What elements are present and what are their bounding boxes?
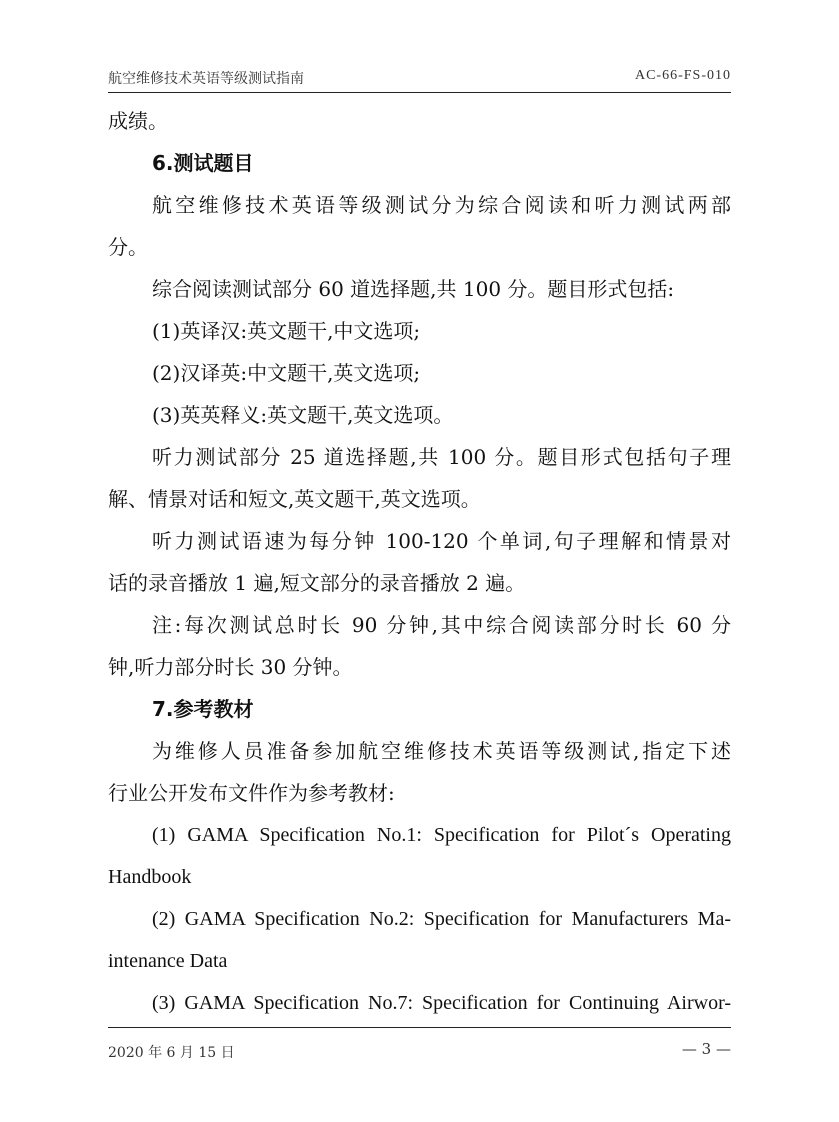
body-line: 钟,听力部分时长 30 分钟。 [108, 655, 353, 679]
body-line: 航空维修技术英语等级测试分为综合阅读和听力测试两部 [152, 193, 731, 217]
body-line: 听力测试语速为每分钟 100-120 个单词,句子理解和情景对 [152, 529, 731, 553]
list-item: (1)英译汉:英文题干,中文选项; [152, 319, 421, 343]
reference-item-continuation: intenance Data [108, 950, 228, 972]
list-item: (2)汉译英:中文题干,英文选项; [152, 361, 421, 385]
document-body [108, 100, 731, 1024]
list-item: (3)英英释义:英文题干,英文选项。 [152, 403, 454, 427]
section-heading-6: 6.测试题目 [152, 151, 254, 175]
page-header [108, 60, 731, 93]
body-line: 行业公开发布文件作为参考教材: [108, 781, 395, 805]
body-line: 分。 [108, 235, 148, 259]
reference-item: (2) GAMA Specification No.2: Specification for Manufacturers Ma- [152, 908, 731, 930]
body-line: 为维修人员准备参加航空维修技术英语等级测试,指定下述 [152, 739, 731, 763]
section-heading-7: 7.参考教材 [152, 697, 254, 721]
reference-item-continuation: Handbook [108, 866, 192, 888]
reference-item: (3) GAMA Specification No.7: Specification for Continuing Airwor- [152, 992, 731, 1014]
body-line: 听力测试部分 25 道选择题,共 100 分。题目形式包括句子理 [152, 445, 731, 469]
header-doc-number: AC-66-FS-010 [634, 68, 731, 83]
body-line: 解、情景对话和短文,英文题干,英文选项。 [108, 487, 481, 511]
footer-date: 2020 年 6 月 15 日 [108, 1045, 235, 1061]
body-line: 综合阅读测试部分 60 道选择题,共 100 分。题目形式包括: [152, 277, 675, 301]
body-line: 成绩。 [108, 109, 168, 133]
body-line: 注:每次测试总时长 90 分钟,其中综合阅读部分时长 60 分 [152, 613, 731, 637]
footer-divider [108, 1027, 731, 1028]
reference-item: (1) GAMA Specification No.1: Specification for Pilot´s Operating [152, 824, 731, 846]
header-title: 航空维修技术英语等级测试指南 [108, 71, 304, 87]
body-line: 话的录音播放 1 遍,短文部分的录音播放 2 遍。 [108, 571, 526, 595]
page-number: — 3 — [681, 1040, 731, 1058]
